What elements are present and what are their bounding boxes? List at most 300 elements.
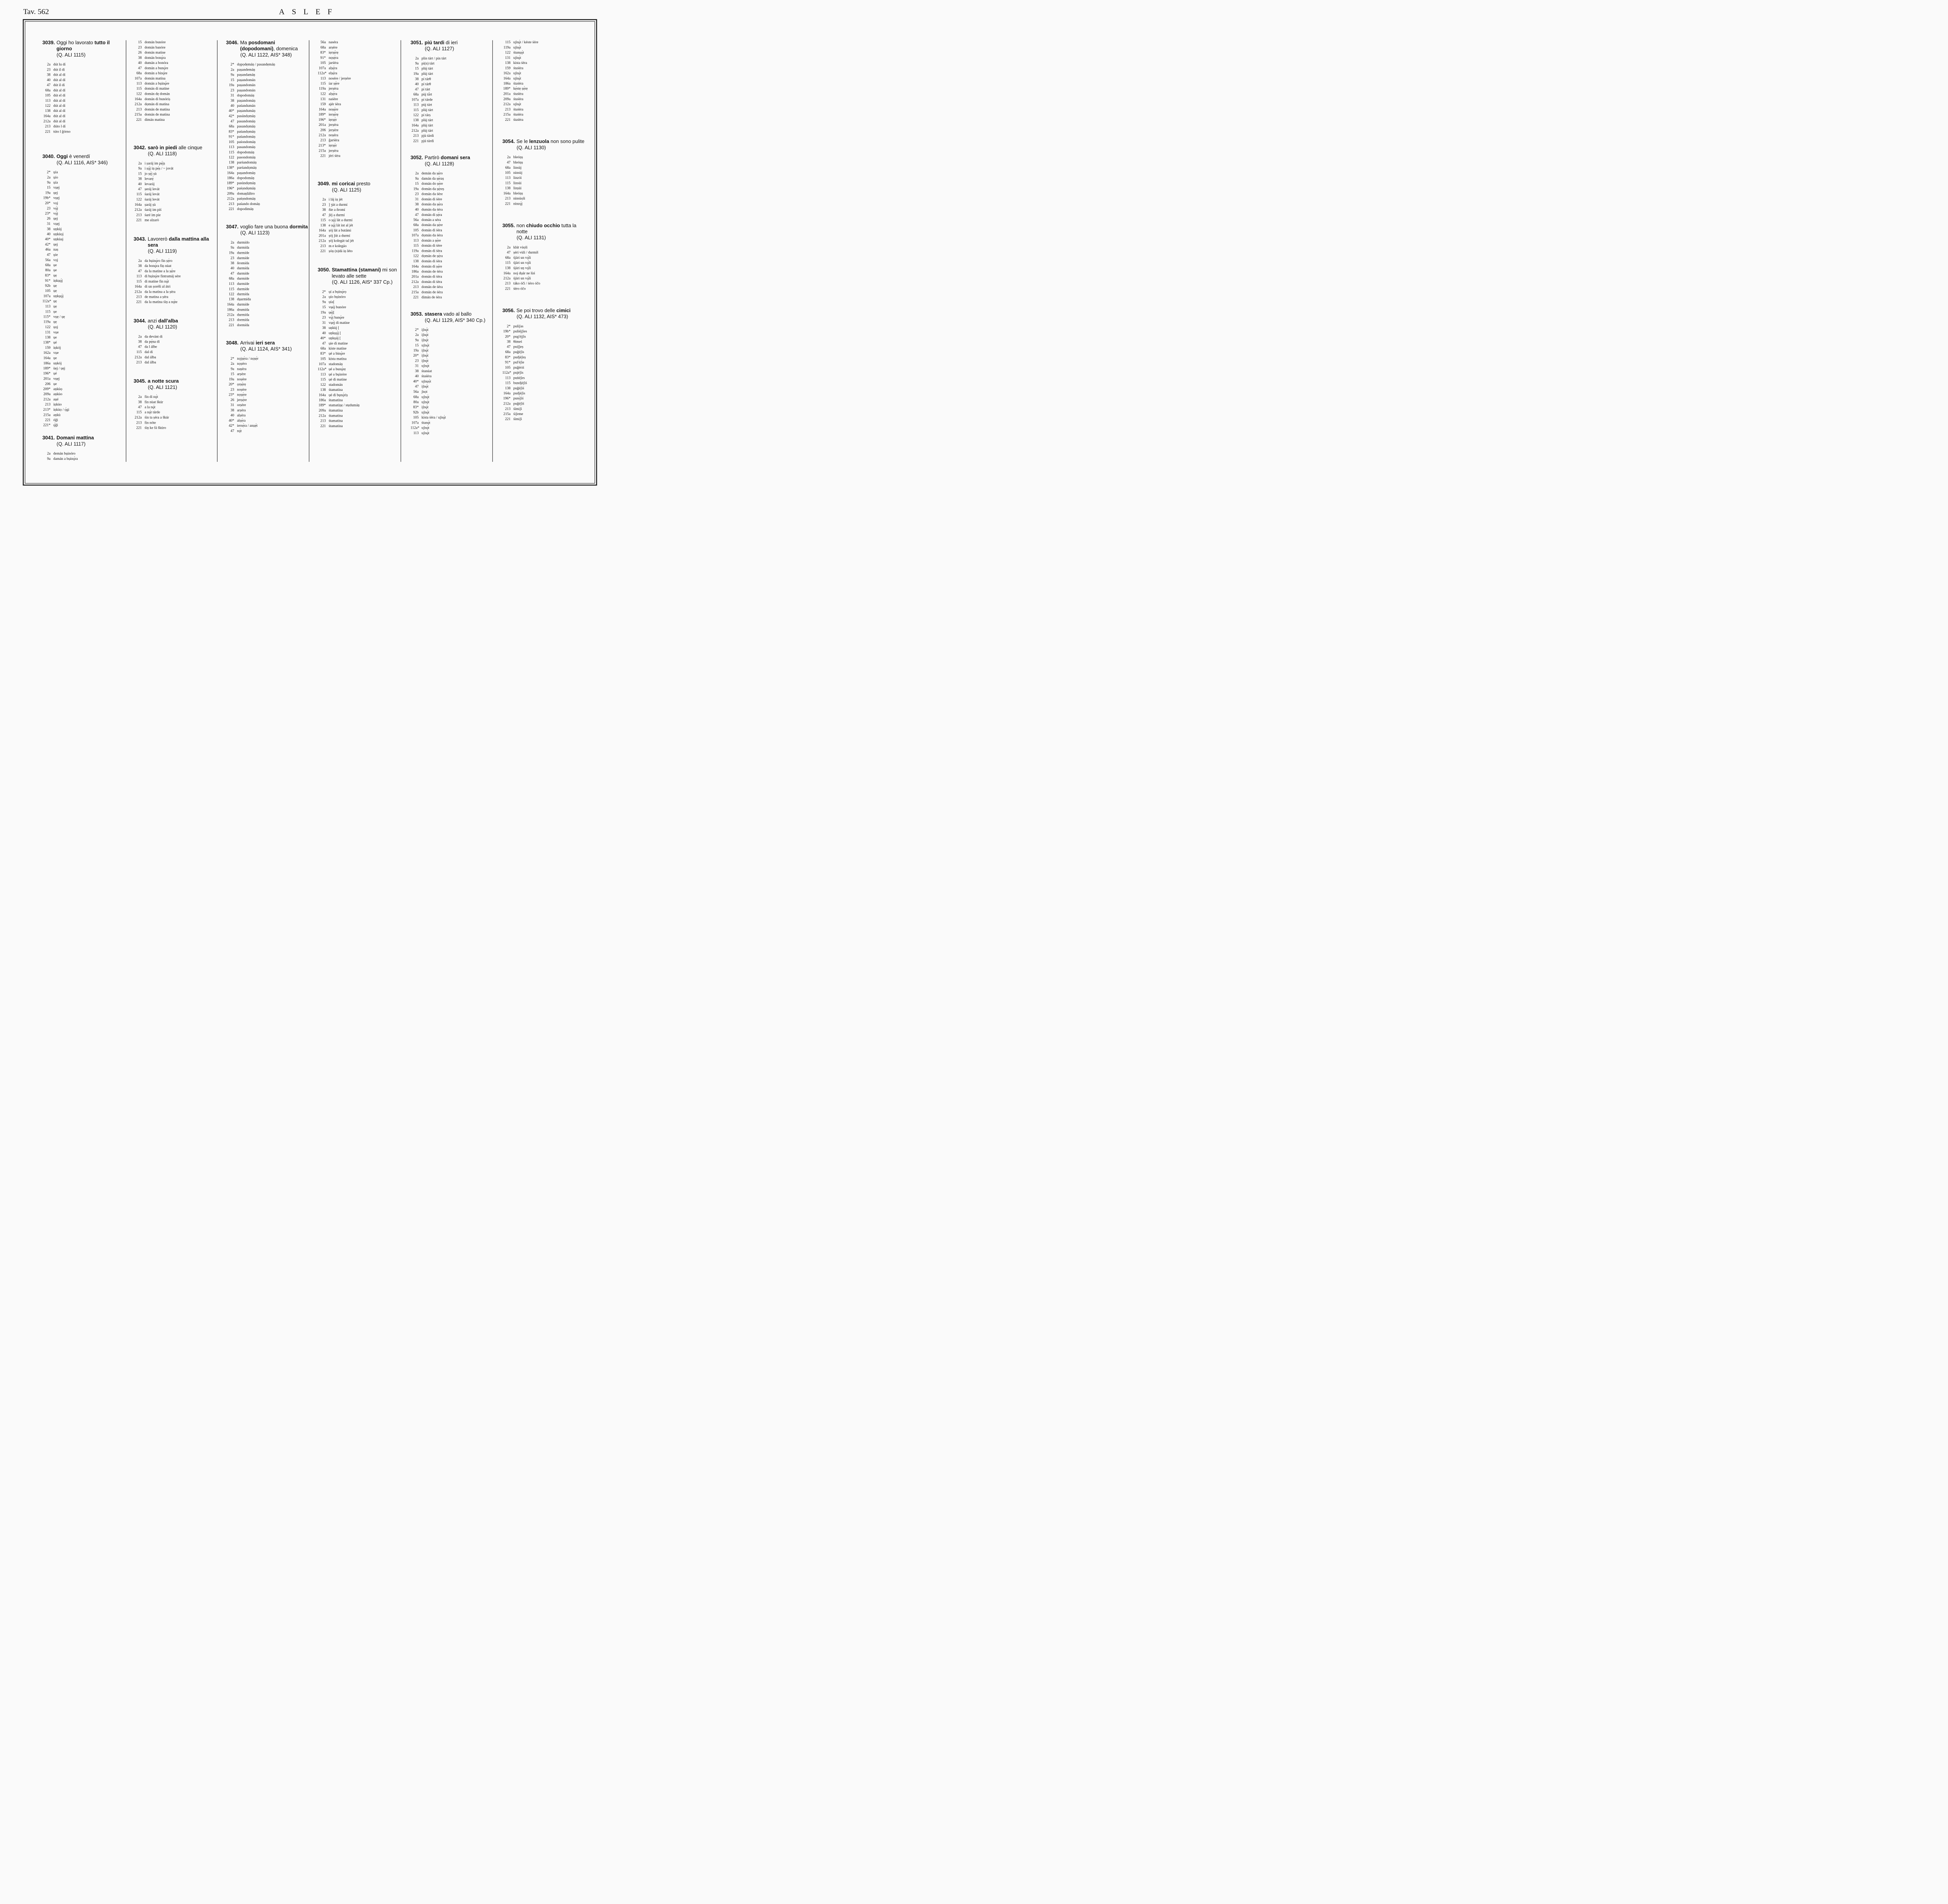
- dialect-form: durmído: [237, 240, 250, 245]
- response-row: [134, 263, 217, 268]
- response-list: [226, 240, 309, 327]
- locality-code: 212a: [318, 413, 326, 418]
- dialect-form: dal álba: [145, 360, 156, 364]
- locality-code: 47: [506, 344, 511, 349]
- dialect-form: śaré im pie: [145, 212, 161, 217]
- column-5: [411, 39, 494, 435]
- response-list: [134, 39, 217, 122]
- dialect-form: fin di nǫ́t: [145, 394, 158, 399]
- locality-code: 68a: [413, 92, 419, 97]
- locality-code: 68a: [505, 255, 511, 260]
- locality-code: 115: [229, 150, 235, 154]
- locality-code: 122: [228, 292, 235, 296]
- locality-code: 19b*: [503, 329, 511, 334]
- locality-code: 221: [320, 424, 326, 428]
- response-row: [502, 91, 586, 96]
- dialect-form: dọmán di matina: [145, 102, 169, 106]
- locality-code: 206: [320, 127, 326, 132]
- dialect-form: da bụinǫ́ro fin ṣẹ́ro: [145, 258, 173, 263]
- entry-reference: (Q. ALI 1116, AIS* 346): [56, 159, 108, 166]
- locality-code: 2*: [47, 170, 51, 174]
- response-row: [411, 87, 494, 92]
- response-row: [411, 353, 494, 358]
- response-row: [318, 148, 401, 153]
- response-row: [226, 103, 309, 108]
- response-row: [226, 62, 309, 67]
- locality-code: 213: [320, 138, 326, 142]
- entry-heading: [226, 340, 309, 346]
- locality-code: 68a: [505, 350, 511, 354]
- dialect-form: iʃnǫ́t: [421, 332, 429, 337]
- locality-code: 40*: [413, 379, 419, 383]
- dialect-form: noṣére: [237, 387, 247, 392]
- locality-code: 113: [320, 76, 326, 80]
- entry-heading: [134, 378, 217, 384]
- entry-heading: [411, 155, 494, 161]
- locality-code: 201a: [318, 122, 326, 127]
- dialect-form: ninzǫ́j: [513, 201, 523, 206]
- response-row: [502, 39, 586, 44]
- dialect-form: linsùi: [513, 181, 522, 185]
- dialect-form: dal álba: [145, 355, 156, 359]
- response-row: [502, 344, 586, 349]
- entry-heading: [318, 181, 401, 187]
- response-row: [411, 420, 494, 425]
- dialect-form: damán a bụinǫ́ra: [53, 456, 78, 461]
- dialect-form: plùj tárt: [421, 118, 433, 122]
- entry-reference: (Q. ALI 1129, AIS* 340 Cp.): [425, 317, 485, 323]
- response-row: [318, 382, 401, 387]
- dialect-form: uṇkụǫ́j: [53, 294, 64, 298]
- locality-code: 164a: [43, 356, 51, 360]
- response-row: [411, 201, 494, 207]
- locality-code: 215a: [134, 112, 142, 117]
- locality-code: 38: [415, 76, 419, 81]
- response-row: [134, 171, 217, 176]
- locality-code: 9a: [231, 245, 235, 250]
- dialect-form: uʃnǫ́t: [513, 55, 521, 60]
- dialect-form: ụẹ: [53, 304, 57, 309]
- dialect-form: śímiʃi: [513, 406, 522, 411]
- dialect-form: ụía[: [328, 300, 335, 304]
- dialect-form: iʃnǫ́t: [421, 348, 429, 353]
- locality-code: 131: [45, 330, 51, 334]
- locality-code: 164a: [503, 76, 511, 80]
- dialect-form: pug'éjʃis: [513, 334, 526, 339]
- locality-code: 2a: [507, 155, 511, 159]
- response-row: [502, 385, 586, 390]
- locality-code: 159: [320, 102, 326, 106]
- response-list: [502, 245, 586, 291]
- dialect-form: kẹ́stẹ ṣẹ́rẹ: [513, 86, 528, 91]
- dialect-form: iʃnǫ́t: [421, 338, 429, 342]
- locality-code: 92b: [413, 410, 419, 415]
- dialect-form: da la matina a la ṣéra: [145, 289, 176, 294]
- dialect-form: śtaśéra: [513, 97, 524, 101]
- dialect-form: di bụinǫ́re fintramáj sére: [145, 274, 181, 278]
- response-row: [318, 361, 401, 366]
- dialect-form: uʃnǫ́t: [421, 394, 429, 399]
- locality-code: 164a: [227, 302, 235, 307]
- dialect-form: iʃnǫ́t: [421, 327, 429, 332]
- dialect-form: dimán de śéra: [421, 295, 442, 299]
- entry-heading: [42, 154, 126, 160]
- dialect-form: pí tárde: [421, 97, 433, 102]
- locality-code: 164a: [503, 271, 511, 275]
- dialect-form: domán da śére: [421, 192, 443, 196]
- locality-code: 2a: [47, 451, 51, 456]
- response-row: [42, 129, 126, 134]
- dialect-form: ọrṣẹ́rẹ: [237, 382, 246, 387]
- locality-code: 212a: [227, 196, 235, 201]
- locality-code: 164a: [503, 391, 511, 396]
- entry-number: 3051.: [410, 40, 423, 46]
- response-row: [411, 269, 494, 274]
- dialect-form: dút al dí: [53, 98, 65, 102]
- dialect-form: durmíde: [237, 276, 249, 281]
- response-row: [134, 161, 217, 166]
- dialect-form: uʃnǫ́t: [513, 45, 521, 49]
- response-row: [134, 96, 217, 101]
- dialect-form: śtaśéra: [513, 92, 524, 96]
- locality-code: 2a: [47, 62, 51, 67]
- dialect-form: uʃnǫ́t: [513, 76, 521, 80]
- locality-code: 201a: [503, 92, 511, 96]
- locality-code: 9a: [138, 166, 142, 171]
- response-row: [502, 81, 586, 86]
- locality-code: 40*: [320, 336, 326, 340]
- locality-code: 164a: [318, 107, 326, 111]
- response-row: [134, 181, 217, 186]
- dialect-form: domán a bunǫ́re: [145, 65, 168, 70]
- response-row: [411, 415, 494, 420]
- entry-reference: (Q. ALI 1121): [148, 384, 177, 390]
- dialect-form: noṣére: [237, 377, 247, 381]
- locality-code: 47: [47, 253, 51, 257]
- response-row: [134, 197, 217, 202]
- response-row: [42, 355, 126, 360]
- dialect-form: m e kolegáo: [328, 244, 347, 248]
- dialect-form: pjú tárdi: [421, 138, 434, 143]
- response-row: [226, 266, 309, 271]
- locality-code: 107a: [318, 362, 326, 366]
- response-row: [502, 55, 586, 60]
- response-row: [318, 243, 401, 248]
- dialect-form: noṣẹ́re: [328, 107, 339, 111]
- locality-code: 38: [47, 72, 51, 77]
- response-row: [226, 382, 309, 387]
- dialect-form: ṣeráj levát: [145, 187, 160, 191]
- dialect-form: dút al dí: [53, 108, 65, 113]
- entry-phrase: voglio fare una buona dormita: [240, 224, 308, 230]
- dialect-form: domán de śéra: [421, 284, 443, 289]
- dialect-form: puğériś: [513, 365, 524, 369]
- locality-code: 107a: [411, 233, 419, 237]
- dialect-form: śaráj levát: [145, 192, 160, 196]
- response-row: [411, 358, 494, 363]
- response-row: [411, 56, 494, 61]
- locality-code: 2a: [138, 394, 142, 399]
- dialect-form: śtanúat: [421, 369, 432, 373]
- locality-code: 138: [505, 386, 511, 390]
- dialect-form: iʃnǫ́t: [421, 384, 429, 389]
- locality-code: 23: [230, 387, 235, 392]
- response-row: [226, 77, 309, 82]
- response-row: [318, 336, 401, 341]
- response-row: [502, 196, 586, 201]
- response-row: [134, 91, 217, 96]
- dialect-form: śaráj levát: [145, 197, 160, 201]
- locality-code: 189*: [318, 403, 326, 407]
- locality-code: 162a: [43, 350, 51, 355]
- dialect-form: noṣéra: [328, 133, 339, 137]
- locality-code: 105: [320, 357, 326, 361]
- locality-code: 186a: [318, 398, 326, 402]
- entry-number: 3049.: [318, 181, 330, 187]
- response-row: [318, 330, 401, 336]
- dialect-form: dọpọdẹmáṇ / pasandẹmáṇ: [237, 62, 275, 67]
- locality-code: 92b: [45, 283, 51, 288]
- response-row: [134, 71, 217, 76]
- dialect-form: domán di śéra: [421, 279, 442, 284]
- response-row: [318, 50, 401, 55]
- response-row: [411, 243, 494, 248]
- dialect-form: iẹrṣẹ́rẹ: [328, 50, 339, 55]
- dialect-form: ụie di matine: [328, 341, 348, 345]
- response-row: [318, 39, 401, 44]
- locality-code: 83*: [413, 405, 419, 409]
- response-row: [502, 411, 586, 416]
- locality-code: 213: [413, 284, 419, 289]
- locality-code: 47: [322, 341, 326, 345]
- dialect-form: paśọndọmáṇ: [237, 186, 256, 191]
- dialect-form: durmída: [237, 266, 249, 270]
- locality-code: 115: [229, 286, 235, 291]
- dialect-form: pasondomáṇ: [237, 155, 256, 159]
- response-row: [411, 379, 494, 384]
- dialect-form: iṇkụǫ́j: [53, 278, 63, 283]
- response-row: [42, 211, 126, 216]
- entry-section: [42, 39, 126, 134]
- dialect-form: uʃnǫ́t: [421, 343, 429, 347]
- dialect-form: ụẹ: [53, 273, 57, 277]
- dialect-form: domán de śéra: [421, 269, 443, 274]
- dialect-form: śtaśéra: [513, 81, 524, 86]
- locality-code: 15: [415, 181, 419, 186]
- locality-code: 15: [415, 66, 419, 71]
- locality-code: 20*: [413, 353, 419, 358]
- response-row: [411, 217, 494, 222]
- entry-section: [411, 311, 494, 436]
- dialect-form: durmíde: [237, 281, 249, 286]
- response-row: [502, 401, 586, 406]
- locality-code: 107a: [411, 420, 419, 425]
- locality-code: 2a: [138, 161, 142, 165]
- dialect-form: ụe: [53, 382, 57, 386]
- entry-reference: (Q. ALI 1124, AIS* 341): [240, 346, 292, 352]
- locality-code: 122: [228, 155, 235, 159]
- dialect-form: vǫ̀j banǫ́re: [328, 315, 344, 320]
- locality-code: 46a: [45, 247, 51, 252]
- response-row: [226, 206, 309, 211]
- dialect-form: δromída: [237, 261, 249, 265]
- locality-code: 2*: [230, 356, 235, 360]
- locality-code: 47: [506, 160, 511, 164]
- dialect-form: i ṣaráj im pẹ́jṣ: [145, 161, 165, 165]
- locality-code: 113: [45, 98, 51, 102]
- locality-code: 19a: [413, 71, 419, 76]
- dialect-form: uṇkùaj: [53, 237, 64, 241]
- dialect-form: paśando domáṇ: [237, 201, 260, 206]
- response-row: [42, 185, 126, 190]
- response-row: [502, 334, 586, 339]
- dialect-form: śtamatína: [328, 398, 343, 402]
- response-row: [226, 72, 309, 77]
- response-row: [411, 123, 494, 128]
- dialect-form: dal dí: [145, 350, 153, 354]
- dialect-form: ụẹ: [53, 299, 57, 303]
- locality-code: 80a: [413, 400, 419, 404]
- dialect-form: me alzarò: [145, 218, 159, 222]
- entry-heading: [502, 223, 586, 235]
- response-row: [411, 181, 494, 186]
- response-row: [134, 355, 217, 360]
- response-row: [411, 425, 494, 430]
- locality-code: 221: [136, 300, 142, 304]
- entry-heading: [134, 318, 217, 324]
- locality-code: 23*: [45, 211, 51, 215]
- locality-code: 68a: [229, 276, 235, 281]
- dialect-form: vǫ̀j: [53, 211, 58, 215]
- response-row: [502, 201, 586, 206]
- dialect-form: pul'éʃie: [513, 360, 524, 364]
- dialect-form: ʃnọt: [421, 389, 428, 394]
- locality-code: 9a: [415, 338, 419, 342]
- locality-code: 164a: [411, 264, 419, 268]
- dialect-form: paśọndomáṇ: [237, 196, 256, 201]
- dialect-form: dút al dí: [53, 78, 65, 82]
- response-row: [411, 332, 494, 337]
- response-row: [318, 197, 401, 202]
- locality-code: 215a: [503, 112, 511, 117]
- response-row: [42, 376, 126, 381]
- dialect-form: i láj iṇ jét: [328, 197, 343, 201]
- response-row: [411, 66, 494, 71]
- response-row: [226, 286, 309, 291]
- dialect-form: ninsùọli: [513, 196, 525, 201]
- response-row: [42, 288, 126, 293]
- response-row: [226, 93, 309, 98]
- response-row: [502, 380, 586, 385]
- dialect-form: ụé a bunǫ́rẹ: [328, 367, 346, 371]
- entry-number: 3044.: [133, 318, 146, 324]
- locality-code: 107a: [43, 294, 51, 298]
- response-row: [134, 268, 217, 274]
- dialect-form: ụie: [53, 253, 58, 257]
- dialect-form: domán di śéra: [421, 259, 442, 263]
- locality-code: 213: [320, 244, 326, 248]
- locality-code: 212a: [43, 119, 51, 123]
- locality-code: 213: [228, 318, 235, 322]
- response-row: [411, 363, 494, 368]
- locality-code: 162a: [503, 71, 511, 75]
- entry-reference: (Q. ALI 1132, AIS* 473): [516, 314, 568, 320]
- locality-code: 115: [505, 40, 511, 44]
- dialect-form: domán a binǫ́re: [145, 71, 168, 75]
- locality-code: 215a: [43, 412, 51, 417]
- response-row: [134, 212, 217, 217]
- response-list: [134, 334, 217, 365]
- dialect-form: paśondomáṇ: [237, 140, 256, 144]
- column-1: [42, 39, 126, 461]
- dialect-form: vụẹj: [53, 376, 60, 381]
- locality-code: 31: [47, 221, 51, 226]
- response-row: [318, 325, 401, 330]
- response-row: [411, 133, 494, 138]
- dialect-form: jarśéra: [328, 60, 339, 65]
- dialect-form: paṣandemáṇ: [237, 67, 255, 72]
- response-row: [226, 366, 309, 371]
- response-row: [411, 430, 494, 435]
- dialect-form: ụía: [53, 180, 58, 185]
- locality-code: 38: [230, 261, 235, 265]
- locality-code: 221: [413, 138, 419, 143]
- entry-number: 3045.: [133, 378, 146, 384]
- entry-phrase: non chiudo occhio tutta la notte: [516, 223, 577, 235]
- locality-code: 23: [415, 192, 419, 196]
- column-2: [134, 39, 217, 430]
- locality-code: 83*: [320, 351, 326, 356]
- response-row: [318, 228, 401, 233]
- response-row: [226, 413, 309, 418]
- response-row: [134, 425, 217, 430]
- dialect-form: pjù tárdi: [421, 133, 434, 138]
- response-row: [42, 252, 126, 257]
- dialect-form: de matina a ṣéra: [145, 295, 168, 299]
- response-row: [502, 101, 586, 106]
- locality-code: 105: [505, 170, 511, 175]
- response-row: [226, 245, 309, 250]
- response-list: [411, 171, 494, 300]
- dialect-form: drumída: [237, 307, 249, 312]
- entry-reference: (Q. ALI 1123): [240, 230, 270, 236]
- dialect-form: puíʃjeṣ: [513, 344, 524, 349]
- locality-code: 91*: [505, 360, 511, 364]
- locality-code: 112a*: [502, 370, 512, 375]
- response-row: [134, 420, 217, 425]
- response-row: [411, 207, 494, 212]
- dialect-form: uʃnǫ́t: [421, 400, 429, 404]
- dialect-form: paṣandumáṇ: [237, 108, 256, 113]
- dialect-form: pasùndọmáṇ: [237, 181, 256, 185]
- locality-code: 221: [505, 201, 511, 206]
- dialect-form: noj dụár ne lùś: [513, 271, 535, 275]
- entry-section: [42, 435, 126, 461]
- locality-code: 19a: [413, 348, 419, 353]
- dialect-form: óği: [53, 418, 58, 422]
- response-row: [42, 180, 126, 185]
- dialect-form: śtaśéra: [421, 374, 432, 378]
- locality-code: 115*: [43, 314, 51, 319]
- dialect-form: vụe: [53, 350, 59, 355]
- response-row: [318, 320, 401, 325]
- dialect-form: nọjṣẹ́ra / nọṣẹ́r: [237, 356, 259, 360]
- dialect-form: domán a ṣẹ́re: [421, 238, 441, 242]
- response-row: [502, 45, 586, 50]
- entry-section: [134, 145, 217, 223]
- response-row: [502, 117, 586, 122]
- locality-code: 113: [505, 175, 511, 180]
